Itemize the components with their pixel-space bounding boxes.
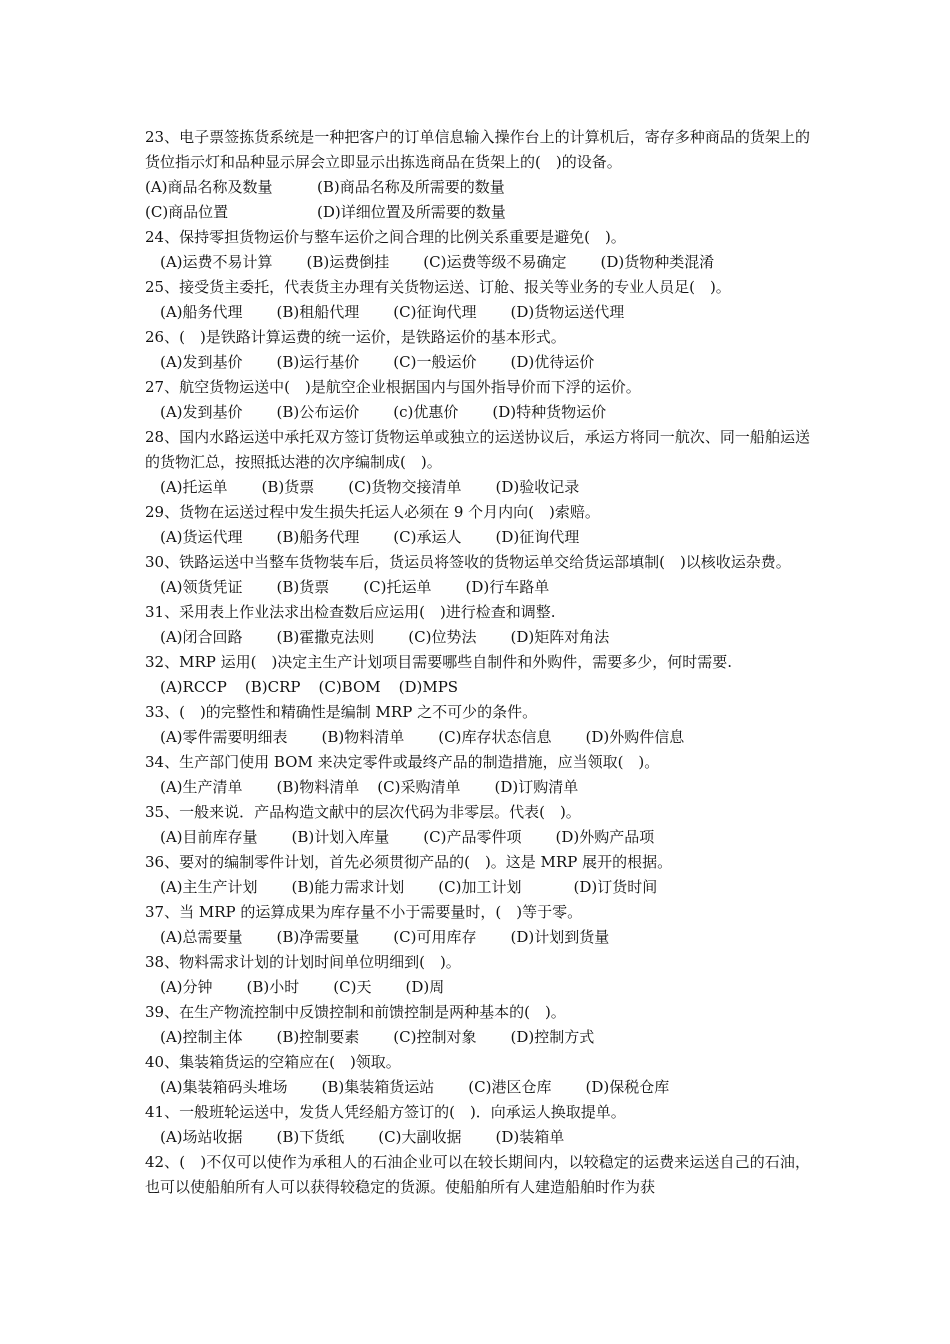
option-24-a: (A)运费不易计算 (160, 253, 273, 271)
options-28 (145, 475, 810, 500)
option-25-a: (A)船务代理 (160, 303, 243, 321)
option-24-b: (B)运费倒挂 (306, 253, 390, 271)
option-39-d: (D)控制方式 (510, 1028, 595, 1046)
option-31-a: (A)闭合回路 (160, 628, 243, 646)
option-37-d: (D)计划到货量 (510, 928, 610, 946)
options-31 (145, 625, 810, 650)
option-24-d: (D)货物种类混淆 (600, 253, 715, 271)
option-40-d: (D)保税仓库 (585, 1078, 670, 1096)
option-37-b: (B)净需要量 (276, 928, 360, 946)
option-38-d: (D)周 (405, 978, 445, 996)
option-25-b: (B)租船代理 (276, 303, 360, 321)
option-41-d: (D)装箱单 (495, 1128, 565, 1146)
option-23-b: (B)商品名称及所需要的数量 (317, 178, 505, 196)
option-41-a: (A)场站收据 (160, 1128, 243, 1146)
option-28-c: (C)货物交接清单 (348, 478, 462, 496)
options-26 (145, 350, 810, 375)
option-25-d: (D)货物运送代理 (510, 303, 625, 321)
options-37 (145, 925, 810, 950)
option-35-b: (B)计划入库量 (291, 828, 390, 846)
question-25: 25、接受货主委托，代表货主办理有关货物运送、订舱、报关等业务的专业人员足( )。 (145, 278, 731, 296)
question-40: 40、集装箱货运的空箱应在( )领取。 (145, 1053, 401, 1071)
option-23-a: (A)商品名称及数量 (145, 178, 273, 196)
option-26-b: (B)运行基价 (276, 353, 360, 371)
question-34: 34、生产部门使用 BOM 来决定零件或最终产品的制造措施，应当领取( )。 (145, 753, 660, 771)
options-23-row-2 (145, 200, 810, 225)
option-27-b: (B)公布运价 (276, 403, 360, 421)
option-27-c: (c)优惠价 (393, 403, 459, 421)
options-33 (145, 725, 810, 750)
option-37-c: (C)可用库存 (393, 928, 477, 946)
option-28-a: (A)托运单 (160, 478, 228, 496)
options-36 (145, 875, 810, 900)
options-38 (145, 975, 810, 1000)
question-36: 36、要对的编制零件计划，首先必须贯彻产品的( )。这是 MRP 展开的根据。 (145, 853, 673, 871)
option-26-d: (D)优待运价 (510, 353, 595, 371)
question-28: 28、国内水路运送中承托双方签订货物运单或独立的运送协议后，承运方将同一航次、同一船舶运送的货物汇总，按照抵达港的次序编制成( )。 (145, 428, 810, 471)
option-35-d: (D)外购产品项 (555, 828, 655, 846)
option-23-c: (C)商品位置 (145, 203, 229, 221)
option-37-a: (A)总需要量 (160, 928, 243, 946)
option-33-a: (A)零件需要明细表 (160, 728, 288, 746)
question-38: 38、物料需求计划的计划时间单位明细到( )。 (145, 953, 461, 971)
option-30-b: (B)货票 (276, 578, 330, 596)
question-41: 41、一般班轮运送中，发货人凭经船方签订的( )．向承运人换取提单。 (145, 1103, 626, 1121)
options-41 (145, 1125, 810, 1150)
option-32-a: (A)RCCP (160, 678, 227, 696)
option-41-b: (B)下货纸 (276, 1128, 345, 1146)
option-35-c: (C)产品零件项 (423, 828, 522, 846)
option-32-c: (C)BOM (318, 678, 381, 696)
option-35-a: (A)目前库存量 (160, 828, 258, 846)
options-29 (145, 525, 810, 550)
options-32 (145, 675, 810, 700)
option-31-b: (B)霍撒克法则 (276, 628, 375, 646)
question-35: 35、一般来说．产品构造文献中的层次代码为非零层。代表( )。 (145, 803, 581, 821)
question-32: 32、MRP 运用( )决定主生产计划项目需要哪些自制件和外购件，需要多少，何时需要. (145, 653, 733, 671)
document-page (145, 125, 810, 1200)
option-28-b: (B)货票 (261, 478, 315, 496)
option-40-c: (C)港区仓库 (468, 1078, 552, 1096)
option-36-d: (D)订货时间 (573, 878, 658, 896)
option-25-c: (C)征询代理 (393, 303, 477, 321)
option-40-a: (A)集装箱码头堆场 (160, 1078, 288, 1096)
option-30-a: (A)领货凭证 (160, 578, 243, 596)
option-30-c: (C)托运单 (363, 578, 432, 596)
option-27-d: (D)特种货物运价 (492, 403, 607, 421)
option-38-c: (C)天 (333, 978, 372, 996)
option-38-b: (B)小时 (246, 978, 300, 996)
option-31-c: (C)位势法 (408, 628, 477, 646)
options-39 (145, 1025, 810, 1050)
option-29-b: (B)船务代理 (276, 528, 360, 546)
option-26-c: (C)一般运价 (393, 353, 477, 371)
options-25 (145, 300, 810, 325)
options-35 (145, 825, 810, 850)
options-30 (145, 575, 810, 600)
options-40 (145, 1075, 810, 1100)
question-31: 31、采用表上作业法求出检查数后应运用( )进行检查和调整. (145, 603, 556, 621)
question-42: 42、( )不仅可以使作为承租人的石油企业可以在较长期间内，以较稳定的运费来运送自己的石油，也可以使船舶所有人可以获得较稳定的货源。使船舶所有人建造船舶时作为获 (145, 1153, 810, 1196)
question-29: 29、货物在运送过程中发生损失托运人必须在 9 个月内向( )索赔。 (145, 503, 600, 521)
option-39-c: (C)控制对象 (393, 1028, 477, 1046)
option-34-c: (C)采购清单 (377, 778, 461, 796)
option-29-d: (D)征询代理 (495, 528, 580, 546)
option-29-a: (A)货运代理 (160, 528, 243, 546)
question-23: 23、电子票签拣货系统是一种把客户的订单信息输入操作台上的计算机后，寄存多种商品的货架上的货位指示灯和品种显示屏会立即显示出拣选商品在货架上的( )的设备。 (145, 128, 810, 171)
question-37: 37、当 MRP 的运算成果为库存量不小于需要量时，( )等于零。 (145, 903, 583, 921)
option-33-b: (B)物料清单 (321, 728, 405, 746)
option-29-c: (C)承运人 (393, 528, 462, 546)
question-24: 24、保持零担货物运价与整车运价之间合理的比例关系重要是避免( )。 (145, 228, 626, 246)
option-32-b: (B)CRP (244, 678, 301, 696)
option-36-a: (A)主生产计划 (160, 878, 258, 896)
option-34-a: (A)生产清单 (160, 778, 243, 796)
options-23-row-1 (145, 175, 810, 200)
option-34-d: (D)订购清单 (494, 778, 579, 796)
options-24 (145, 250, 810, 275)
option-38-a: (A)分钟 (160, 978, 213, 996)
option-28-d: (D)验收记录 (495, 478, 580, 496)
option-30-d: (D)行车路单 (465, 578, 550, 596)
option-32-d: (D)MPS (398, 678, 459, 696)
question-26: 26、( )是铁路计算运费的统一运价，是铁路运价的基本形式。 (145, 328, 566, 346)
option-23-d: (D)详细位置及所需要的数量 (317, 203, 506, 221)
option-34-b: (B)物料清单 (276, 778, 360, 796)
option-36-c: (C)加工计划 (438, 878, 522, 896)
question-30: 30、铁路运送中当整车货物装车后，货运员将签收的货物运单交给货运部填制( )以核收运杂费。 (145, 553, 791, 571)
question-39: 39、在生产物流控制中反馈控制和前馈控制是两种基本的( )。 (145, 1003, 566, 1021)
option-24-c: (C)运费等级不易确定 (423, 253, 567, 271)
option-27-a: (A)发到基价 (160, 403, 243, 421)
option-41-c: (C)大副收据 (378, 1128, 462, 1146)
options-34 (145, 775, 810, 800)
options-27 (145, 400, 810, 425)
option-36-b: (B)能力需求计划 (291, 878, 405, 896)
option-26-a: (A)发到基价 (160, 353, 243, 371)
option-39-b: (B)控制要素 (276, 1028, 360, 1046)
question-33: 33、( )的完整性和精确性是编制 MRP 之不可少的条件。 (145, 703, 538, 721)
question-27: 27、航空货物运送中( )是航空企业根据国内与国外指导价而下浮的运价。 (145, 378, 641, 396)
option-33-d: (D)外购件信息 (585, 728, 685, 746)
option-33-c: (C)库存状态信息 (438, 728, 552, 746)
option-39-a: (A)控制主体 (160, 1028, 243, 1046)
option-40-b: (B)集装箱货运站 (321, 1078, 435, 1096)
option-31-d: (D)矩阵对角法 (510, 628, 610, 646)
